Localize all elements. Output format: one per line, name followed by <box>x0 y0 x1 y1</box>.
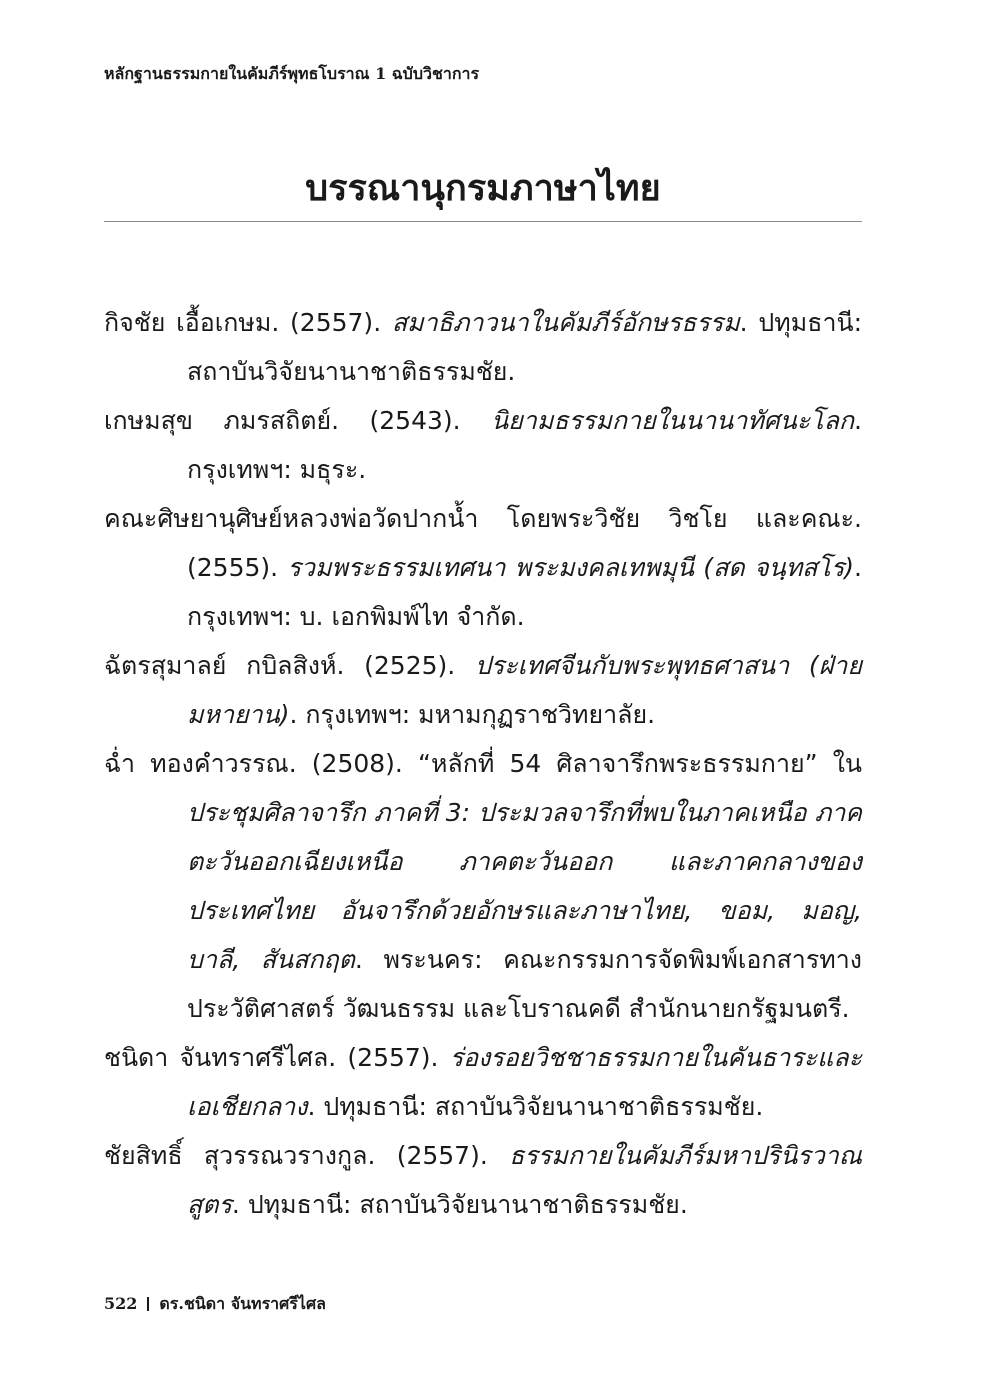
entry-publisher: . กรุงเทพฯ: บ. เอกพิมพ์ไท จำกัด. <box>187 553 862 631</box>
entry-author-year: ฉัตรสุมาลย์ กบิลสิงห์. (2525). <box>104 651 475 680</box>
entry-publisher: . ปทุมธานี: สถาบันวิจัยนานาชาติธรรมชัย. <box>231 1190 688 1219</box>
page-title: บรรณานุกรมภาษาไทย <box>305 167 661 209</box>
entry-author-year: กิจชัย เอื้อเกษม. (2557). <box>104 308 392 337</box>
page-number: 522 <box>104 1294 138 1313</box>
entry-title: ธรรมกายในคัมภีร์มหาปรินิรวาณสูตร <box>187 1141 862 1219</box>
entry-author-year: ฉ่ำ ทองคำวรรณ. (2508). “หลักที่ 54 ศิลาจารึกพระธรรมกาย” ใน <box>104 749 862 778</box>
bibliography-entry <box>104 494 862 641</box>
bibliography-entry <box>104 396 862 494</box>
entry-author-year: คณะศิษยานุศิษย์หลวงพ่อวัดปากน้ำ โดยพระวิชัย วิชโย และคณะ. (2555). <box>104 504 862 582</box>
running-header: หลักฐานธรรมกายในคัมภีร์พุทธโบราณ 1 ฉบับวิชาการ <box>104 64 480 83</box>
entry-author-year: เกษมสุข ภมรสถิตย์. (2543). <box>104 406 492 435</box>
bibliography-entry <box>104 298 862 396</box>
bibliography-entry <box>104 739 862 1033</box>
entry-author-year: ชัยสิทธิ์ สุวรรณวรางกูล. (2557). <box>104 1141 510 1170</box>
title-underline <box>104 221 862 222</box>
footer-author: ดร.ชนิดา จันทราศรีไศล <box>159 1294 326 1313</box>
entry-title: ประชุมศิลาจารึก ภาคที่ 3: ประมวลจารึกที่พบในภาคเหนือ ภาคตะวันออกเฉียงเหนือ ภาคตะวันออก และภาคกลางของประเทศไทย อันจารึกด้วยอักษรและภาษาไทย, ขอม, มอญ, บาลี, สันสกฤต <box>187 798 862 974</box>
entry-publisher: . กรุงเทพฯ: มหามกุฏราชวิทยาลัย. <box>289 700 656 729</box>
bibliography-entry <box>104 1131 862 1229</box>
page-footer <box>104 1292 326 1316</box>
footer-separator <box>147 1297 149 1311</box>
entry-title: ประเทศจีนกับพระพุทธศาสนา (ฝ่ายมหายาน) <box>187 651 862 729</box>
entry-title: รวมพระธรรมเทศนา พระมงคลเทพมุนี (สด จนฺทสโร) <box>287 553 855 582</box>
entry-publisher: . ปทุมธานี: สถาบันวิจัยนานาชาติธรรมชัย. <box>187 308 863 386</box>
entry-publisher: . พระนคร: คณะกรรมการจัดพิมพ์เอกสารทางประวัติศาสตร์ วัฒนธรรม และโบราณคดี สำนักนายกรัฐมนตรี. <box>187 945 862 1023</box>
entry-title: สมาธิภาวนาในคัมภีร์อักษรธรรม <box>391 308 740 337</box>
entry-publisher: . กรุงเทพฯ: มธุระ. <box>187 406 862 484</box>
entry-publisher: . ปทุมธานี: สถาบันวิจัยนานาชาติธรรมชัย. <box>307 1092 764 1121</box>
bibliography-entry <box>104 641 862 739</box>
entry-title: ร่องรอยวิชชาธรรมกายในคันธาระและเอเชียกลาง <box>187 1043 862 1121</box>
entry-author-year: ชนิดา จันทราศรีไศล. (2557). <box>104 1043 450 1072</box>
bibliography-list <box>104 298 862 1229</box>
bibliography-entry <box>104 1033 862 1131</box>
entry-title: นิยามธรรมกายในนานาทัศนะโลก <box>491 406 855 435</box>
